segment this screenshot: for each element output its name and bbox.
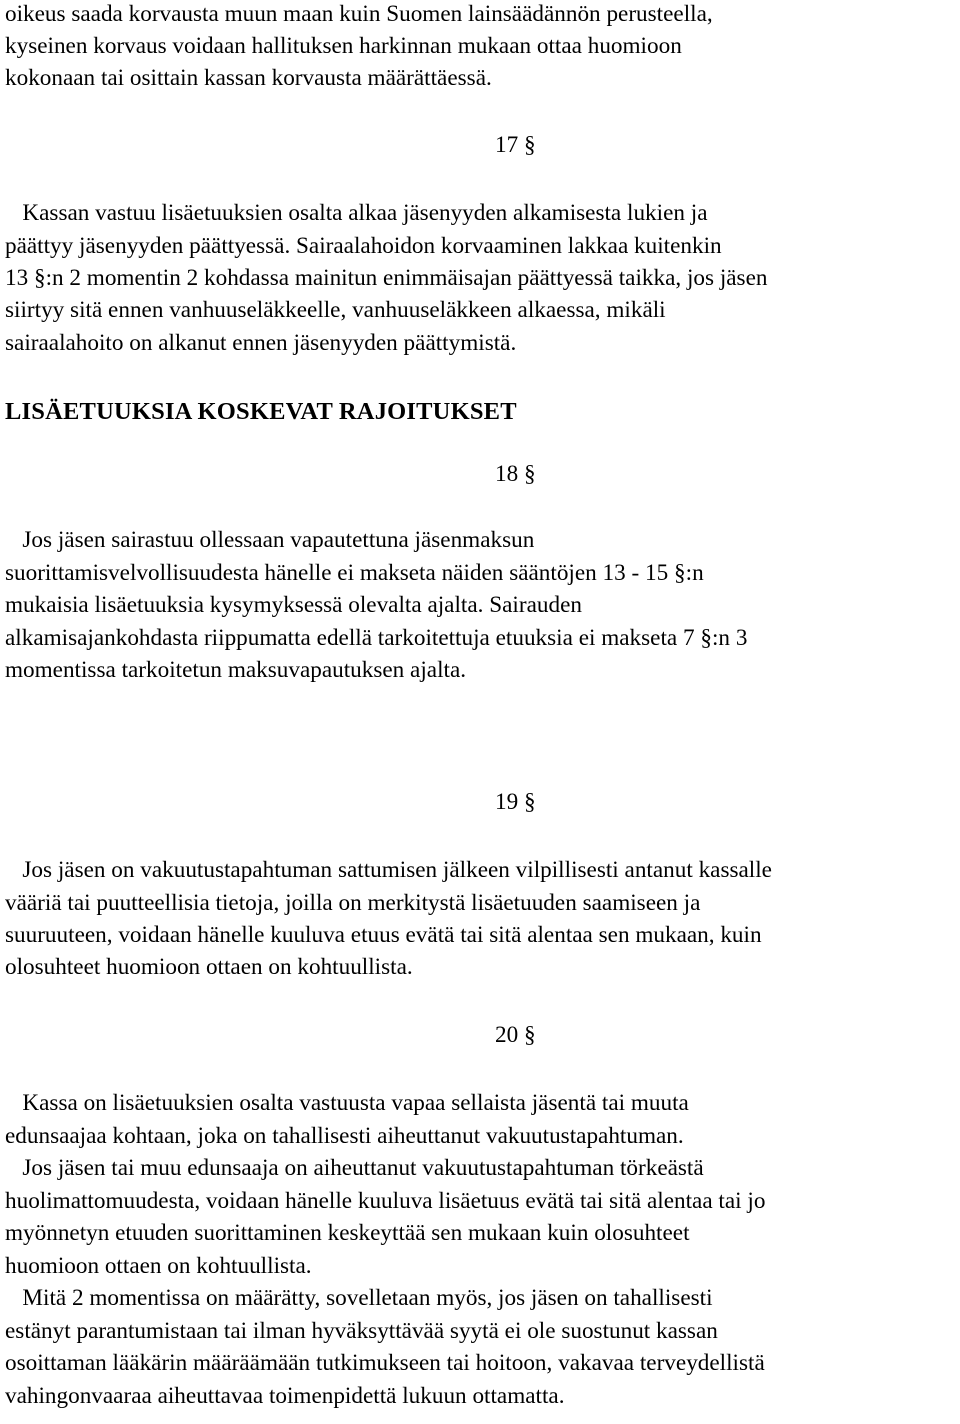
section-18-line: suorittamisvelvollisuudesta hänelle ei makseta näiden sääntöjen 13 - 15 §:n [5, 560, 704, 586]
section-20-line: myönnetyn etuuden suorittaminen keskeyttää sen mukaan kuin olosuhteet [5, 1220, 690, 1246]
intro-line: kyseinen korvaus voidaan hallituksen harkinnan mukaan ottaa huomioon [5, 33, 682, 59]
section-18-line: mukaisia lisäetuuksia kysymyksessä olevalta ajalta. Sairauden [5, 592, 582, 618]
section-20-line: huolimattomuudesta, voidaan hänelle kuuluva lisäetuus evätä tai sitä alentaa tai jo [5, 1188, 766, 1214]
section-20-line: edunsaajaa kohtaan, joka on tahallisesti aiheuttanut vakuutustapahtuman. [5, 1123, 684, 1149]
intro-line: oikeus saada korvausta muun maan kuin Suomen lainsäädännön perusteella, [5, 1, 713, 27]
section-number-19: 19 § [495, 789, 536, 815]
section-19-line: suuruuteen, voidaan hänelle kuuluva etuus evätä tai sitä alentaa sen mukaan, kuin [5, 922, 762, 948]
section-number-18: 18 § [495, 461, 536, 487]
section-18-line: alkamisajankohdasta riippumatta edellä tarkoitettuja etuuksia ei makseta 7 §:n 3 [5, 625, 748, 651]
section-17-line: 13 §:n 2 momentin 2 kohdassa mainitun enimmäisajan päättyessä taikka, jos jäsen [5, 265, 768, 291]
section-20-line: huomioon ottaen on kohtuullista. [5, 1253, 312, 1279]
section-17-line: sairaalahoito on alkanut ennen jäsenyyden päättymistä. [5, 330, 517, 356]
section-20-line: Jos jäsen tai muu edunsaaja on aiheuttanut vakuutustapahtuman törkeästä [5, 1155, 704, 1181]
intro-line: kokonaan tai osittain kassan korvausta määrättäessä. [5, 65, 492, 91]
section-20-line: Kassa on lisäetuuksien osalta vastuusta vapaa sellaista jäsentä tai muuta [5, 1090, 689, 1116]
section-17-line: siirtyy sitä ennen vanhuuseläkkeelle, vanhuuseläkkeen alkaessa, mikäli [5, 297, 666, 323]
section-18-line: momentissa tarkoitetun maksuvapautuksen ajalta. [5, 657, 467, 683]
section-heading: LISÄETUUKSIA KOSKEVAT RAJOITUKSET [5, 398, 517, 425]
section-20-line: osoittaman lääkärin määräämään tutkimukseen tai hoitoon, vakavaa terveydellistä [5, 1350, 765, 1376]
section-number-17: 17 § [495, 132, 536, 158]
section-19-line: olosuhteet huomioon ottaen on kohtuullista. [5, 954, 413, 980]
section-19-line: vääriä tai puutteellisia tietoja, joilla on merkitystä lisäetuuden saamiseen ja [5, 890, 701, 916]
section-number-20: 20 § [495, 1022, 536, 1048]
section-17-line: Kassan vastuu lisäetuuksien osalta alkaa jäsenyyden alkamisesta lukien ja [5, 200, 708, 226]
section-20-line: Mitä 2 momentissa on määrätty, sovelletaan myös, jos jäsen on tahallisesti [5, 1285, 713, 1311]
section-18-line: Jos jäsen sairastuu ollessaan vapautettuna jäsenmaksun [5, 527, 535, 553]
section-20-line: estänyt parantumistaan tai ilman hyväksyttävää syytä ei ole suostunut kassan [5, 1318, 718, 1344]
section-19-line: Jos jäsen on vakuutustapahtuman sattumisen jälkeen vilpillisesti antanut kassalle [5, 857, 772, 883]
section-20-line: vahingonvaaraa aiheuttavaa toimenpidettä lukuun ottamatta. [5, 1383, 565, 1409]
section-17-line: päättyy jäsenyyden päättyessä. Sairaalahoidon korvaaminen lakkaa kuitenkin [5, 233, 722, 259]
